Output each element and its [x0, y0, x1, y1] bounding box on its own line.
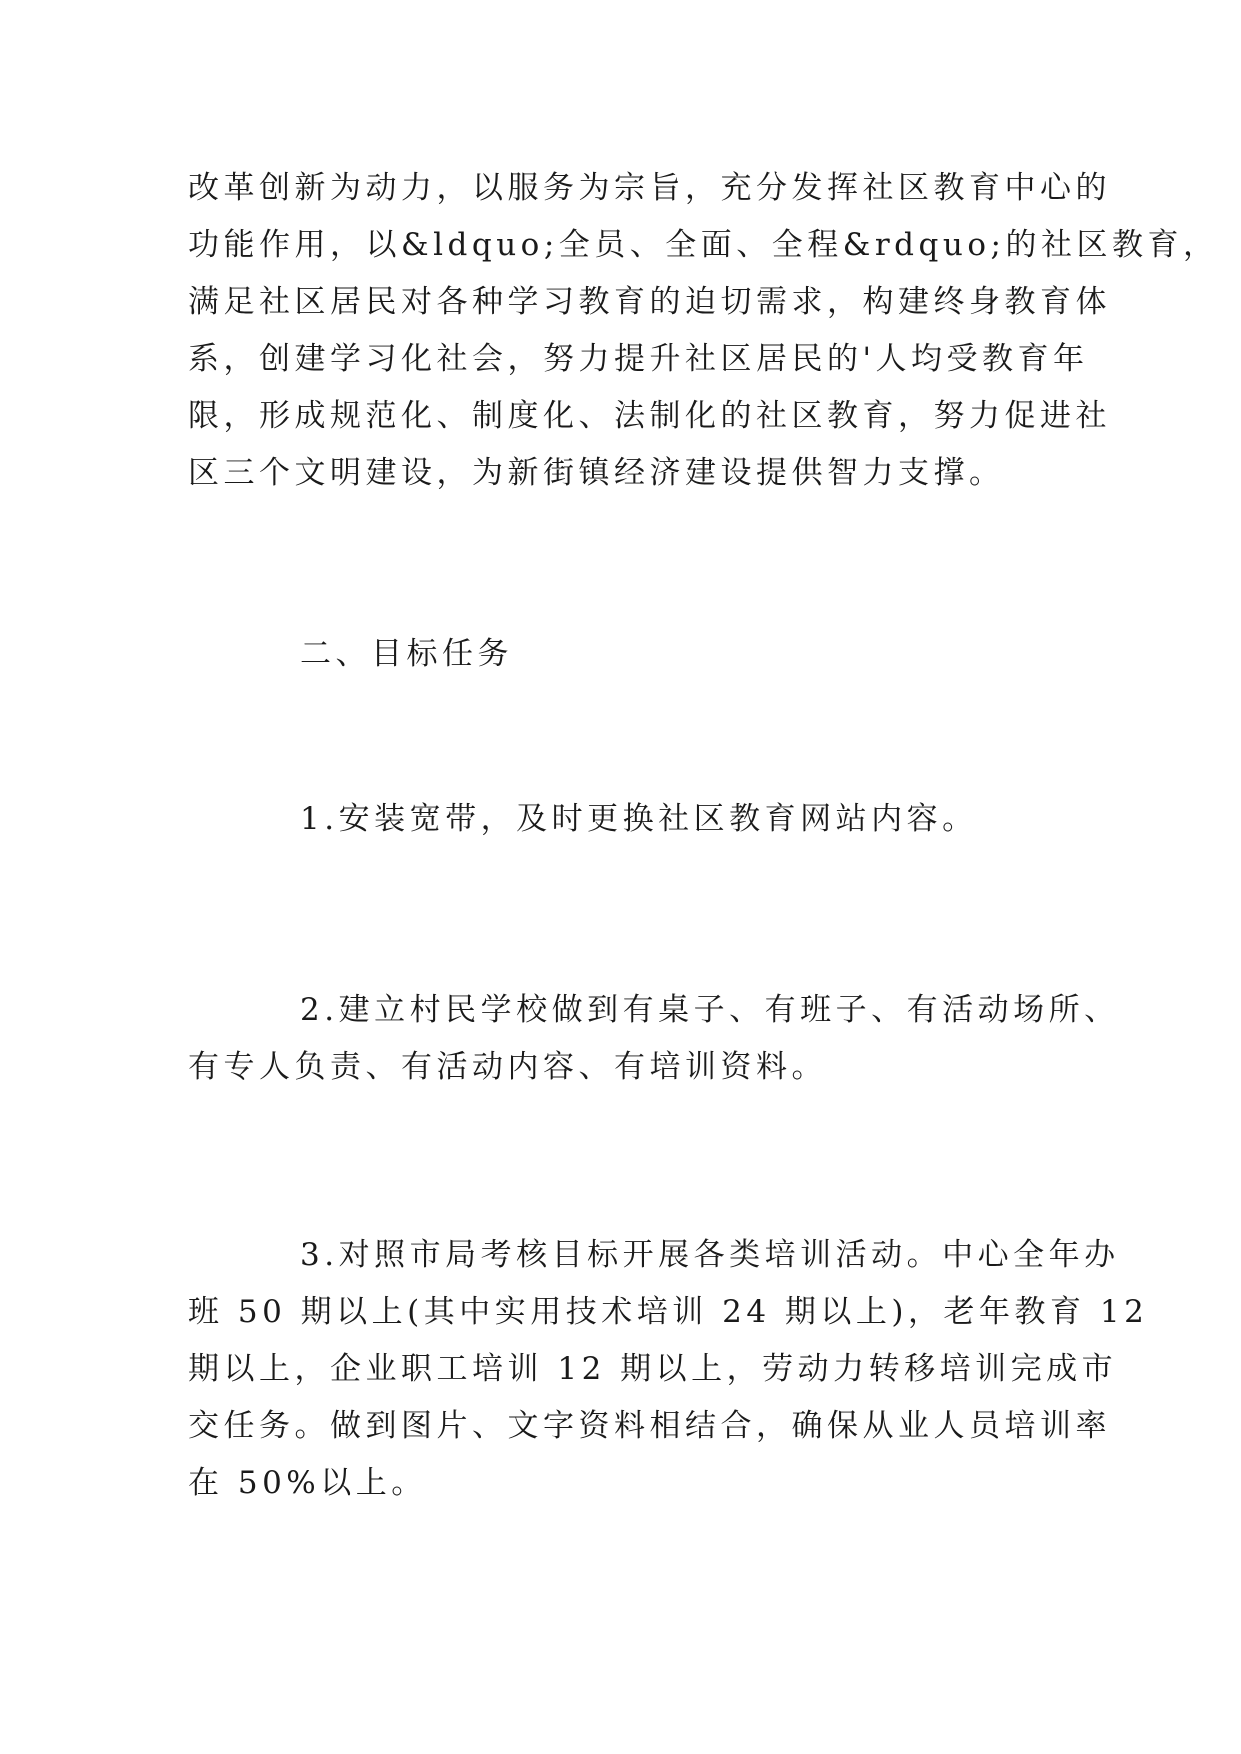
paragraph-line: 2.建立村民学校做到有桌子、有班子、有活动场所、	[300, 992, 1120, 1028]
paragraph-line: 班 50 期以上(其中实用技术培训 24 期以上)，老年教育 12	[188, 1294, 1149, 1330]
paragraph-line: 限，形成规范化、制度化、法制化的社区教育，努力促进社	[188, 398, 1111, 434]
paragraph-line: 有专人负责、有活动内容、有培训资料。	[188, 1049, 827, 1085]
paragraph-line: 在 50%以上。	[188, 1465, 427, 1501]
paragraph-line: 满足社区居民对各种学习教育的迫切需求，构建终身教育体	[188, 284, 1111, 320]
paragraph-line: 功能作用，以&ldquo;全员、全面、全程&rdquo;的社区教育，	[188, 227, 1219, 263]
task-item-3	[188, 1227, 1149, 1512]
section-heading	[188, 626, 1058, 683]
paragraph-line: 系，创建学习化社会，努力提升社区居民的'人均受教育年	[188, 341, 1089, 377]
section-heading-text: 二、目标任务	[300, 636, 513, 672]
paragraph-line: 3.对照市局考核目标开展各类培训活动。中心全年办	[300, 1237, 1120, 1273]
paragraph-line: 改革创新为动力，以服务为宗旨，充分发挥社区教育中心的	[188, 170, 1111, 206]
task-item-1	[188, 791, 1058, 848]
paragraph-line: 交任务。做到图片、文字资料相结合，确保从业人员培训率	[188, 1408, 1111, 1444]
paragraph-line: 期以上，企业职工培训 12 期以上，劳动力转移培训完成市	[188, 1351, 1118, 1387]
paragraph-line: 1.安装宽带，及时更换社区教育网站内容。	[300, 801, 978, 837]
task-item-2	[188, 982, 1120, 1096]
intro-paragraph	[188, 160, 1219, 502]
paragraph-line: 区三个文明建设，为新街镇经济建设提供智力支撑。	[188, 455, 1005, 491]
